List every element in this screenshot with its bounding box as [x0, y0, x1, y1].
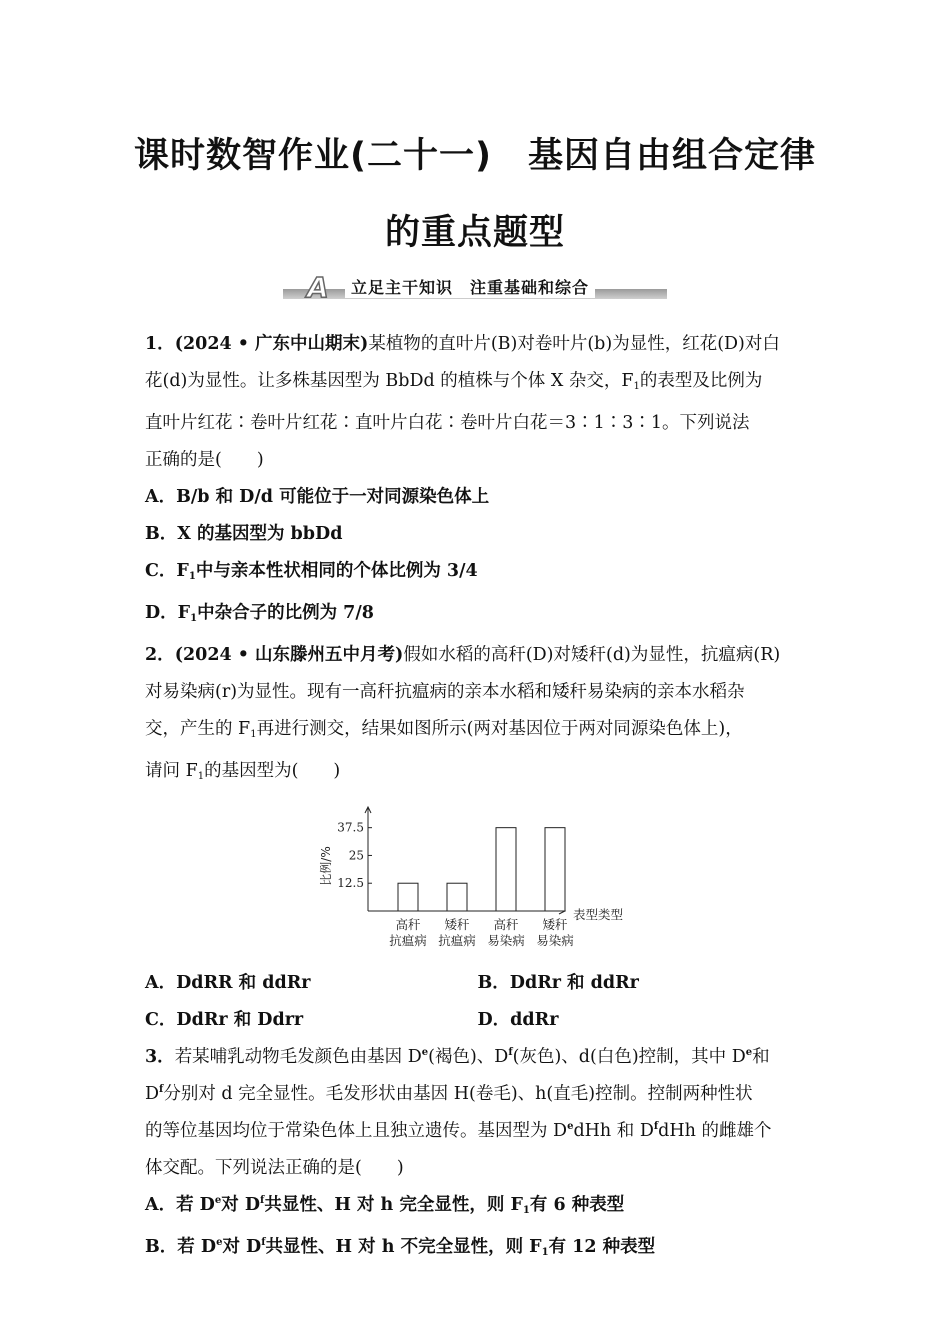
page-title-line-1: 课时数智作业(二十一) 基因自由组合定律	[134, 136, 816, 176]
banner-text: 立足主干知识 注重基础和综合	[345, 275, 595, 298]
x-tick-label: 高秆	[493, 917, 519, 932]
option-text: 中杂合子的比例为 7/8	[197, 603, 374, 623]
option-text: D．F	[145, 603, 191, 623]
option-text: B．若 D	[145, 1237, 217, 1257]
option-text: 有 12 种表型	[548, 1237, 656, 1257]
superscript: e	[214, 1195, 222, 1206]
question-text: 假如水稻的高秆(D)对矮秆(d)为显性，抗瘟病(R)	[403, 645, 781, 665]
superscript: f	[260, 1195, 265, 1206]
y-axis-label: 比例/%	[319, 846, 333, 886]
option-text: 共显性、H 对 h 完全显性，则 F	[264, 1195, 523, 1215]
subscript: 1	[250, 729, 257, 740]
question-text: 请问 F	[145, 761, 198, 781]
question-list	[145, 326, 810, 1271]
x-tick-label: 易染病	[487, 933, 525, 948]
question-number: 1．	[145, 334, 175, 354]
superscript: e	[567, 1121, 574, 1132]
subscript: 1	[190, 613, 198, 624]
x-tick-label: 抗瘟病	[438, 933, 476, 948]
option-d[interactable]: D．ddRr	[477, 1010, 559, 1030]
question-text: 分别对 d 完全显性。毛发形状由基因 H(卷毛)、h(直毛)控制。控制两种性状	[163, 1084, 753, 1104]
page-title-line-2: 的重点题型	[384, 213, 565, 253]
question-text: 若某哺乳动物毛发颜色由基因 D	[174, 1047, 422, 1067]
subscript: 1	[541, 1247, 549, 1258]
option-text: C．F	[145, 561, 189, 581]
option-text: 有 6 种表型	[529, 1195, 625, 1215]
question-text: 的等位基因均位于常染色体上且独立遗传。基因型为 D	[145, 1121, 568, 1141]
option-text: 对 D	[222, 1237, 262, 1257]
x-tick-label: 矮秆	[444, 917, 470, 932]
bar	[545, 828, 565, 911]
y-tick-label: 12.5	[337, 876, 364, 891]
question-text: 交，产生的 F	[145, 719, 251, 739]
bar	[398, 883, 418, 911]
option-a[interactable]: A．DdRR 和 ddRr	[145, 973, 311, 993]
banner-letter: A	[307, 271, 329, 304]
option-text: A．若 D	[145, 1195, 215, 1215]
question-1	[145, 326, 810, 637]
x-axis-label: 表型类型	[573, 907, 624, 922]
bar	[447, 883, 467, 911]
question-text: D	[145, 1084, 160, 1104]
y-tick-label: 25	[348, 848, 364, 863]
x-tick-label: 矮秆	[542, 917, 568, 932]
bar-chart	[145, 799, 810, 957]
question-text: 和	[752, 1047, 770, 1067]
question-source: (2024 • 广东中山期末)	[174, 334, 369, 354]
question-text: 花(d)为显性。让多株基因型为 BbDd 的植株与个体 X 杂交，F	[145, 371, 634, 391]
subscript: 1	[197, 771, 205, 782]
superscript: f	[508, 1047, 513, 1058]
question-text: 正确的是( )	[145, 450, 264, 470]
question-text: 的表型及比例为	[639, 371, 763, 391]
superscript: f	[159, 1084, 164, 1095]
question-3	[145, 1039, 810, 1271]
question-text: 某植物的直叶片(B)对卷叶片(b)为显性，红花(D)对白	[368, 334, 780, 354]
x-tick-label: 高秆	[395, 917, 421, 932]
superscript: f	[261, 1237, 266, 1248]
question-text: 对易染病(r)为显性。现有一高秆抗瘟病的亲本水稻和矮秆易染病的亲本水稻杂	[145, 682, 745, 702]
question-text: dHh 的雌雄个	[658, 1121, 772, 1141]
question-text: dHh 和 D	[573, 1121, 654, 1141]
subscript: 1	[188, 571, 196, 582]
section-banner	[283, 271, 667, 304]
question-text: (灰色)、d(白色)控制，其中 D	[512, 1047, 746, 1067]
question-text: (褐色)、D	[428, 1047, 509, 1067]
option-a[interactable]: A．B/b 和 D/d 可能位于一对同源染色体上	[145, 487, 490, 507]
question-text: 再进行测交，结果如图所示(两对基因位于两对同源染色体上)，	[256, 719, 743, 739]
subscript: 1	[522, 1205, 530, 1216]
question-text: 的基因型为( )	[204, 761, 341, 781]
superscript: e	[216, 1237, 223, 1248]
option-b[interactable]	[145, 1229, 810, 1271]
superscript: e	[745, 1047, 753, 1058]
question-2	[145, 637, 810, 1039]
subscript: 1	[633, 381, 640, 392]
y-tick-label: 37.5	[337, 820, 364, 835]
option-d[interactable]	[145, 595, 810, 637]
option-c[interactable]	[145, 553, 810, 595]
question-number: 3．	[145, 1047, 175, 1067]
question-text: 体交配。下列说法正确的是( )	[145, 1158, 404, 1178]
x-tick-label: 抗瘟病	[389, 933, 427, 948]
option-b[interactable]: B．X 的基因型为 bbDd	[145, 524, 343, 544]
question-text: 直叶片红花∶卷叶片红花∶直叶片白花∶卷叶片白花＝3∶1∶3∶1。下列说法	[145, 413, 750, 433]
question-source: (2024 • 山东滕州五中月考)	[174, 645, 404, 665]
option-a[interactable]	[145, 1187, 810, 1229]
question-number: 2．	[145, 645, 175, 665]
option-text: 对 D	[221, 1195, 261, 1215]
superscript: f	[653, 1121, 659, 1132]
bar	[496, 828, 516, 911]
superscript: e	[421, 1047, 429, 1058]
option-b[interactable]: B．DdRr 和 ddRr	[477, 973, 639, 993]
option-text: 中与亲本性状相同的个体比例为 3/4	[195, 561, 478, 581]
bar-chart-svg	[145, 799, 810, 957]
option-text: 共显性、H 对 h 不完全显性，则 F	[265, 1237, 542, 1257]
x-tick-label: 易染病	[536, 933, 574, 948]
option-c[interactable]: C．DdRr 和 Ddrr	[145, 1010, 304, 1030]
